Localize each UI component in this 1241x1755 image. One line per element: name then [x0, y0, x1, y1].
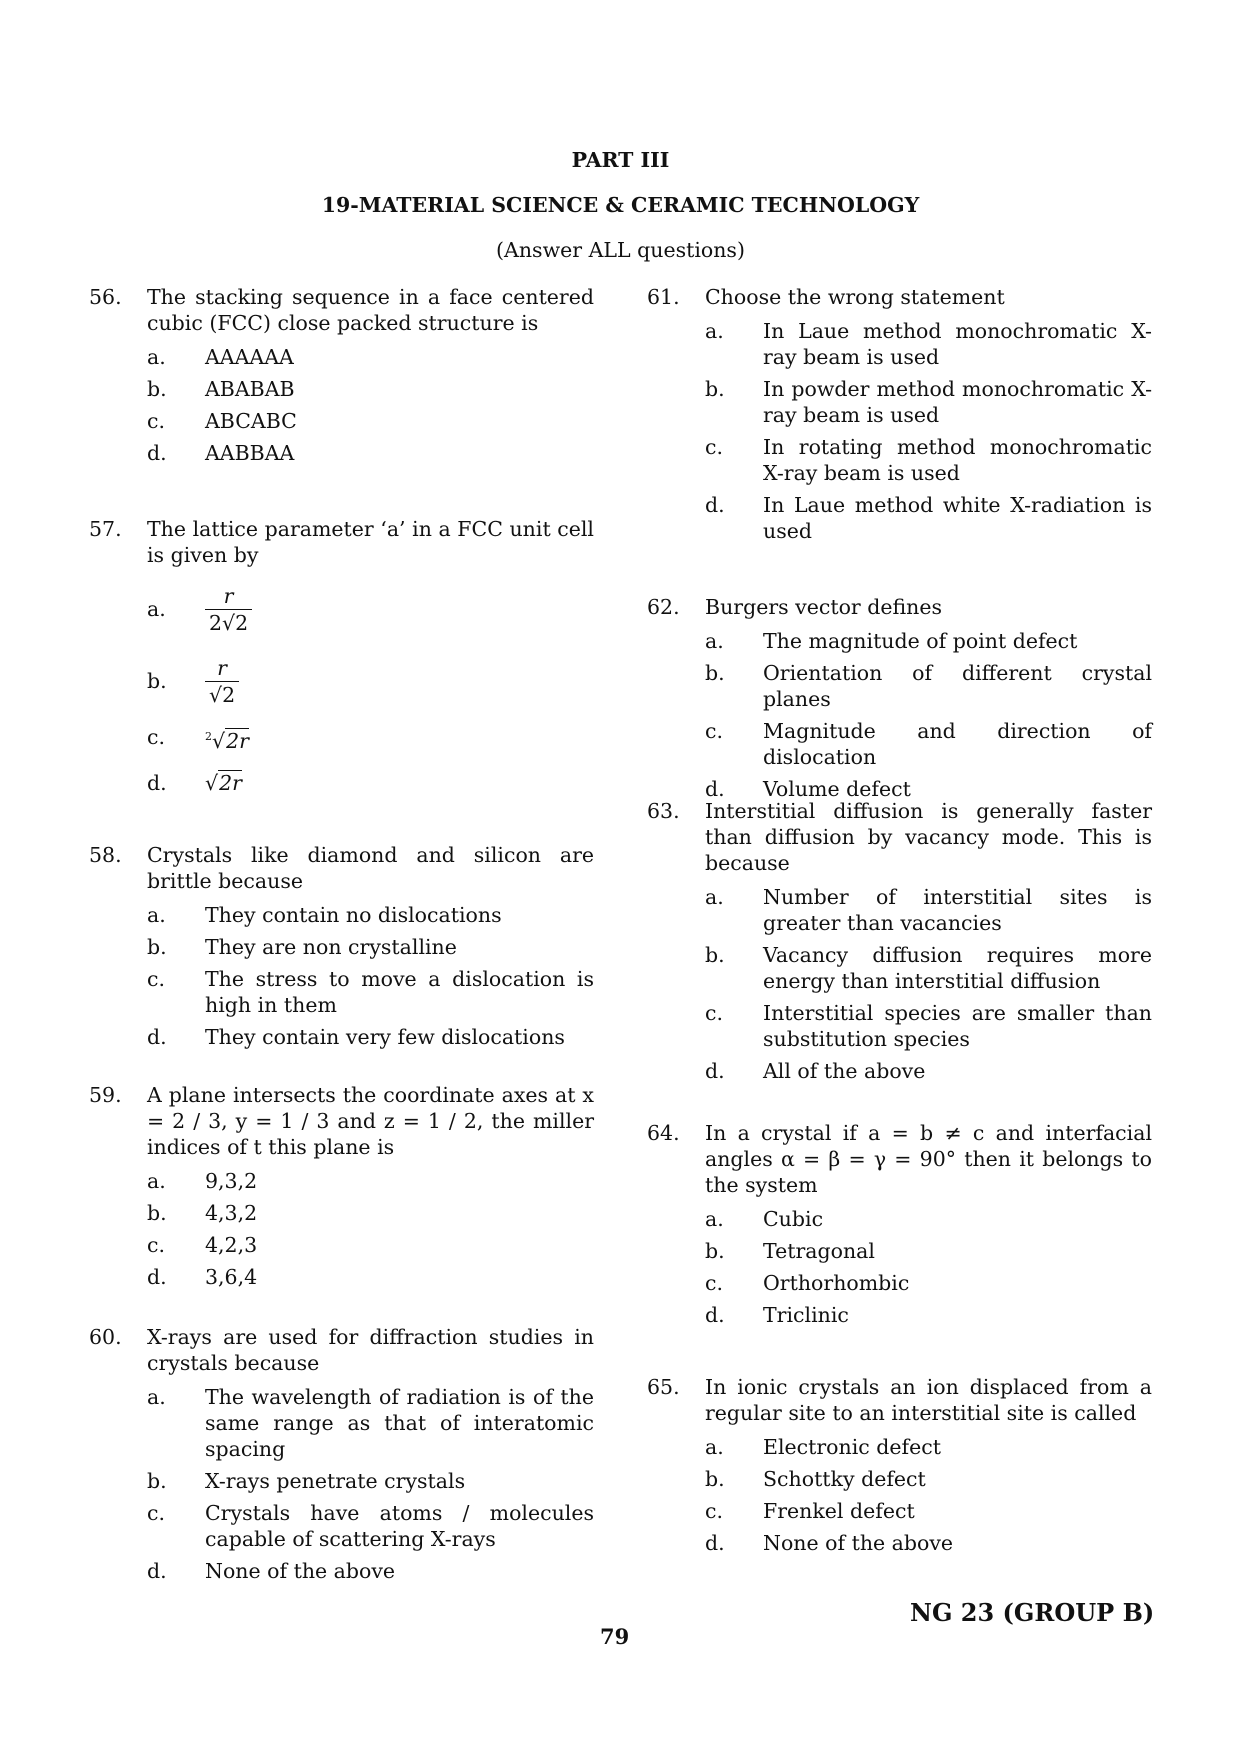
question-number: 56.	[89, 285, 122, 309]
option-text: All of the above	[763, 1059, 926, 1083]
option-text: AAAAAA	[205, 345, 294, 369]
option-label: d.	[705, 1059, 725, 1083]
question-number: 58.	[89, 843, 122, 867]
fraction-option-b	[205, 655, 239, 708]
question-number: 64.	[647, 1121, 680, 1145]
option-label: b.	[705, 943, 725, 967]
option-label: c.	[147, 409, 165, 433]
question-57	[89, 516, 594, 796]
option-label: b.	[147, 669, 167, 693]
question-65	[647, 1374, 1152, 1556]
option-text: The wavelength of radiation is of the same range as that of interatomic spacing	[205, 1385, 594, 1461]
option-text: Tetragonal	[763, 1239, 875, 1263]
question-number: 59.	[89, 1083, 122, 1107]
option-text: 4,2,3	[205, 1233, 258, 1257]
question-64	[647, 1120, 1152, 1328]
fraction-denominator: √2	[205, 681, 239, 708]
question-text: In a crystal if a = b ≠ c and interfacial angles α = β = γ = 90° then it belongs to the system	[705, 1121, 1152, 1197]
question-59	[89, 1082, 594, 1290]
option-text: In powder method monochromatic X-ray beam is used	[763, 377, 1152, 427]
radicand: 2r	[219, 770, 242, 795]
question-text: In ionic crystals an ion displaced from a regular site to an interstitial site is called	[705, 1375, 1152, 1425]
root-index: 2	[205, 730, 212, 743]
option-text: In rotating method monochromatic X-ray beam is used	[763, 435, 1152, 485]
option-text: X-rays penetrate crystals	[205, 1469, 466, 1493]
option-label: d.	[705, 1303, 725, 1327]
option-text: They contain no dislocations	[205, 903, 502, 927]
question-text: X-rays are used for diffraction studies in crystals because	[147, 1325, 594, 1375]
option-label: c.	[705, 1271, 723, 1295]
question-number: 65.	[647, 1375, 680, 1399]
option-label: c.	[147, 725, 165, 749]
option-text: Schottky defect	[763, 1467, 926, 1491]
question-number: 62.	[647, 595, 680, 619]
question-58	[89, 842, 594, 1050]
option-text: Magnitude and direction of dislocation	[763, 719, 1152, 769]
option-label: c.	[705, 719, 723, 743]
radicand: 2r	[226, 728, 249, 753]
option-text: They contain very few dislocations	[205, 1025, 565, 1049]
option-text: 4,3,2	[205, 1201, 258, 1225]
option-text: Crystals have atoms / molecules capable of scattering X-rays	[205, 1501, 594, 1551]
question-56	[89, 284, 594, 466]
option-text: None of the above	[205, 1559, 396, 1583]
option-text: The magnitude of point defect	[763, 629, 1078, 653]
option-label: d.	[147, 441, 167, 465]
option-label: a.	[705, 1435, 724, 1459]
option-label: d.	[147, 1025, 167, 1049]
fraction-numerator: r	[223, 583, 234, 608]
option-text: Volume defect	[763, 777, 911, 801]
option-label: a.	[705, 319, 724, 343]
option-label: d.	[147, 1265, 167, 1289]
question-number: 63.	[647, 799, 680, 823]
fraction-numerator: r	[217, 655, 227, 680]
paper-code: NG 23 (GROUP B)	[910, 1598, 1155, 1627]
option-label: b.	[705, 1467, 725, 1491]
option-label: c.	[147, 967, 165, 991]
option-text: In Laue method white X-radiation is used	[763, 493, 1152, 543]
option-text: None of the above	[763, 1531, 954, 1555]
subject-heading: 19-MATERIAL SCIENCE & CERAMIC TECHNOLOGY	[321, 193, 920, 217]
question-number: 57.	[89, 517, 122, 541]
option-text: 3,6,4	[205, 1265, 258, 1289]
question-60	[89, 1324, 594, 1584]
option-label: a.	[147, 1169, 166, 1193]
square-root-expression: √2r	[205, 770, 242, 795]
option-text: Orthorhombic	[763, 1271, 910, 1295]
option-text: 9,3,2	[205, 1169, 258, 1193]
option-label: c.	[705, 1001, 723, 1025]
option-label: b.	[147, 377, 167, 401]
question-62	[647, 594, 1152, 802]
option-label: b.	[705, 1239, 725, 1263]
option-label: b.	[705, 377, 725, 401]
option-text: Frenkel defect	[763, 1499, 915, 1523]
option-label: b.	[147, 1201, 167, 1225]
option-label: d.	[705, 493, 725, 517]
question-number: 61.	[647, 285, 680, 309]
question-text: Choose the wrong statement	[705, 285, 1005, 309]
option-text: They are non crystalline	[205, 935, 457, 959]
question-63	[647, 798, 1152, 1084]
question-text: Interstitial diffusion is generally faster than diffusion by vacancy mode. This is because	[705, 799, 1152, 875]
option-label: a.	[705, 629, 724, 653]
option-text: ABCABC	[205, 409, 297, 433]
cube-root-expression: $^2$√2r	[205, 728, 249, 753]
option-text: ABABAB	[205, 377, 295, 401]
question-61	[647, 284, 1152, 544]
page-number: 79	[600, 1624, 630, 1649]
option-label: d.	[705, 1531, 725, 1555]
option-label: a.	[147, 1385, 166, 1409]
option-label: b.	[147, 935, 167, 959]
option-label: d.	[147, 770, 167, 795]
option-label: a.	[705, 1207, 724, 1231]
option-label: d.	[705, 777, 725, 801]
option-label: c.	[147, 1233, 165, 1257]
option-label: b.	[147, 1469, 167, 1493]
option-label: c.	[705, 1499, 723, 1523]
option-text: AABBAA	[205, 441, 295, 465]
instruction-text: (Answer ALL questions)	[496, 238, 745, 262]
question-text: The lattice parameter ‘a’ in a FCC unit cell is given by	[147, 517, 594, 567]
option-text: In Laue method monochromatic X-ray beam is used	[763, 319, 1152, 369]
option-label: c.	[705, 435, 723, 459]
option-text: The stress to move a dislocation is high in them	[205, 967, 594, 1017]
option-label: a.	[705, 885, 724, 909]
option-label: c.	[147, 1501, 165, 1525]
question-text: The stacking sequence in a face centered cubic (FCC) close packed structure is	[147, 285, 594, 335]
option-label: d.	[147, 1559, 167, 1583]
option-text: Interstitial species are smaller than substitution species	[763, 1001, 1152, 1051]
option-text: Vacancy diffusion requires more energy than interstitial diffusion	[763, 943, 1152, 993]
option-label: a.	[147, 597, 166, 621]
question-text: Crystals like diamond and silicon are brittle because	[147, 843, 594, 893]
option-label: a.	[147, 345, 166, 369]
option-text: Orientation of different crystal planes	[763, 661, 1152, 711]
question-text: Burgers vector defines	[705, 595, 943, 619]
option-text: Electronic defect	[763, 1435, 941, 1459]
option-text: Number of interstitial sites is greater than vacancies	[763, 885, 1152, 935]
option-label: b.	[705, 661, 725, 685]
option-text: Cubic	[763, 1207, 824, 1231]
option-label: a.	[147, 903, 166, 927]
question-text: A plane intersects the coordinate axes at x = 2 / 3, y = 1 / 3 and z = 1 / 2, the miller indices of t this plane is	[147, 1083, 594, 1159]
option-text: Triclinic	[763, 1303, 849, 1327]
fraction-option-a	[205, 583, 252, 636]
part-heading: PART III	[571, 148, 670, 172]
question-number: 60.	[89, 1325, 122, 1349]
fraction-denominator: 2√2	[205, 609, 252, 636]
